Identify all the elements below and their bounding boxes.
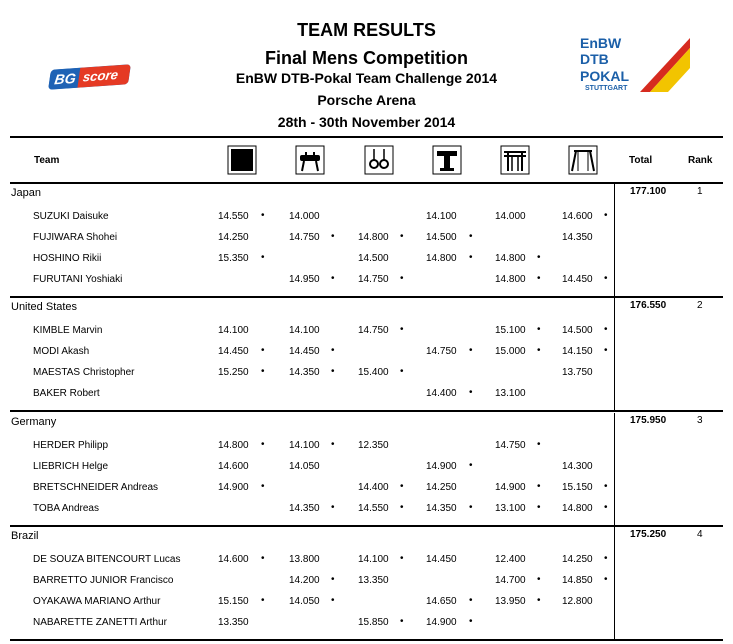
counting-score-marker: • <box>261 366 265 377</box>
apparatus-score: 14.350 <box>289 503 320 514</box>
athlete-name: TOBA Andreas <box>33 503 99 514</box>
counting-score-marker: • <box>469 616 473 627</box>
athlete-row <box>0 461 733 475</box>
counting-score-marker: • <box>537 345 541 356</box>
team-separator <box>10 296 723 298</box>
apparatus-score: 14.000 <box>495 211 526 222</box>
bgscore-logo-bg: BG <box>48 68 80 90</box>
apparatus-score: 14.750 <box>495 440 526 451</box>
apparatus-score: 14.450 <box>426 554 457 565</box>
apparatus-score: 14.750 <box>358 274 389 285</box>
apparatus-score: 14.100 <box>218 325 249 336</box>
counting-score-marker: • <box>261 252 265 263</box>
header-bottom-rule <box>10 182 723 184</box>
counting-score-marker: • <box>261 210 265 221</box>
counting-score-marker: • <box>537 502 541 513</box>
apparatus-score: 14.250 <box>562 554 593 565</box>
team-separator <box>10 639 723 641</box>
apparatus-score: 14.900 <box>426 617 457 628</box>
athlete-row <box>0 596 733 610</box>
athlete-row <box>0 388 733 402</box>
athlete-name: LIEBRICH Helge <box>33 461 109 472</box>
counting-score-marker: • <box>469 231 473 242</box>
apparatus-score: 14.800 <box>218 440 249 451</box>
athlete-name: MAESTAS Christopher <box>33 367 135 378</box>
counting-score-marker: • <box>331 502 335 513</box>
counting-score-marker: • <box>469 460 473 471</box>
counting-score-marker: • <box>537 481 541 492</box>
counting-score-marker: • <box>400 616 404 627</box>
bgscore-logo-score: score <box>77 64 130 87</box>
counting-score-marker: • <box>469 345 473 356</box>
apparatus-score: 14.600 <box>218 461 249 472</box>
apparatus-score: 14.150 <box>562 346 593 357</box>
counting-score-marker: • <box>604 273 608 284</box>
team-rank: 3 <box>697 415 703 426</box>
event-dates: 28th - 30th November 2014 <box>277 114 456 130</box>
apparatus-score: 15.250 <box>218 367 249 378</box>
column-header-total: Total <box>629 155 653 166</box>
counting-score-marker: • <box>400 553 404 564</box>
page-subtitle: Final Mens Competition <box>264 48 468 68</box>
counting-score-marker: • <box>400 324 404 335</box>
counting-score-marker: • <box>537 252 541 263</box>
apparatus-score: 14.500 <box>426 232 457 243</box>
counting-score-marker: • <box>400 502 404 513</box>
team-name: Germany <box>11 416 57 428</box>
counting-score-marker: • <box>604 553 608 564</box>
athlete-name: DE SOUZA BITENCOURT Lucas <box>33 554 181 565</box>
apparatus-score: 14.950 <box>289 274 320 285</box>
team-name: United States <box>11 301 78 313</box>
athlete-row <box>0 346 733 360</box>
athlete-row <box>0 232 733 246</box>
apparatus-score: 14.400 <box>426 388 457 399</box>
apparatus-score: 14.050 <box>289 596 320 607</box>
table-header <box>10 138 723 184</box>
counting-score-marker: • <box>537 439 541 450</box>
apparatus-score: 14.400 <box>358 482 389 493</box>
team-name: Brazil <box>11 530 39 542</box>
apparatus-score: 14.900 <box>495 482 526 493</box>
counting-score-marker: • <box>604 574 608 585</box>
apparatus-score: 12.800 <box>562 596 593 607</box>
apparatus-score: 14.450 <box>218 346 249 357</box>
athlete-name: MODI Akash <box>33 346 90 357</box>
team-total: 176.550 <box>630 300 667 311</box>
apparatus-score: 15.000 <box>495 346 526 357</box>
page-title: TEAM RESULTS <box>297 20 436 40</box>
apparatus-score: 15.100 <box>495 325 526 336</box>
counting-score-marker: • <box>261 595 265 606</box>
venue-name: Porsche Arena <box>317 92 416 108</box>
team-rank: 2 <box>697 300 703 311</box>
athlete-row <box>0 325 733 339</box>
floor-exercise-icon <box>227 145 257 175</box>
column-header-rank: Rank <box>688 155 713 166</box>
apparatus-score: 14.550 <box>358 503 389 514</box>
apparatus-score: 14.800 <box>358 232 389 243</box>
apparatus-score: 14.750 <box>289 232 320 243</box>
apparatus-score: 14.250 <box>218 232 249 243</box>
apparatus-score: 13.100 <box>495 388 526 399</box>
column-header-team: Team <box>34 155 60 166</box>
counting-score-marker: • <box>331 366 335 377</box>
counting-score-marker: • <box>604 210 608 221</box>
counting-score-marker: • <box>469 387 473 398</box>
apparatus-score: 14.750 <box>358 325 389 336</box>
team-total: 175.950 <box>630 415 667 426</box>
apparatus-score: 14.450 <box>289 346 320 357</box>
apparatus-score: 15.850 <box>358 617 389 628</box>
team-name: Japan <box>11 187 41 199</box>
apparatus-score: 14.350 <box>289 367 320 378</box>
apparatus-score: 14.250 <box>426 482 457 493</box>
counting-score-marker: • <box>331 574 335 585</box>
apparatus-score: 14.200 <box>289 575 320 586</box>
team-total: 177.100 <box>630 186 667 197</box>
athlete-name: HOSHINO Rikii <box>33 253 102 264</box>
team-rank: 4 <box>697 529 703 540</box>
apparatus-score: 14.100 <box>289 325 320 336</box>
counting-score-marker: • <box>604 345 608 356</box>
apparatus-score: 13.350 <box>218 617 249 628</box>
athlete-name: BAKER Robert <box>33 388 100 399</box>
athlete-name: SUZUKI Daisuke <box>33 211 109 222</box>
horizontal-bar-icon <box>568 145 598 175</box>
apparatus-score: 14.350 <box>426 503 457 514</box>
apparatus-score: 14.650 <box>426 596 457 607</box>
team-separator <box>10 525 723 527</box>
apparatus-score: 15.150 <box>562 482 593 493</box>
athlete-name: OYAKAWA MARIANO Arthur <box>33 596 161 607</box>
counting-score-marker: • <box>261 439 265 450</box>
apparatus-score: 14.300 <box>562 461 593 472</box>
apparatus-score: 14.500 <box>562 325 593 336</box>
dtb-logo-dtb: DTB <box>580 51 609 67</box>
athlete-row <box>0 367 733 381</box>
apparatus-score: 13.350 <box>358 575 389 586</box>
counting-score-marker: • <box>331 595 335 606</box>
apparatus-score: 14.800 <box>426 253 457 264</box>
counting-score-marker: • <box>537 574 541 585</box>
apparatus-score: 14.900 <box>218 482 249 493</box>
apparatus-score: 13.800 <box>289 554 320 565</box>
apparatus-score: 12.400 <box>495 554 526 565</box>
apparatus-score: 14.100 <box>289 440 320 451</box>
rings-icon <box>364 145 394 175</box>
apparatus-score: 14.350 <box>562 232 593 243</box>
team-separator <box>10 410 723 412</box>
athlete-row <box>0 440 733 454</box>
dtb-logo-enbw: EnBW <box>580 35 622 51</box>
apparatus-score: 14.800 <box>495 274 526 285</box>
counting-score-marker: • <box>261 345 265 356</box>
counting-score-marker: • <box>400 231 404 242</box>
apparatus-score: 14.900 <box>426 461 457 472</box>
athlete-name: NABARETTE ZANETTI Arthur <box>33 617 167 628</box>
counting-score-marker: • <box>604 481 608 492</box>
counting-score-marker: • <box>331 345 335 356</box>
athlete-name: KIMBLE Marvin <box>33 325 103 336</box>
counting-score-marker: • <box>331 231 335 242</box>
counting-score-marker: • <box>604 502 608 513</box>
counting-score-marker: • <box>331 273 335 284</box>
dtb-logo-stuttgart: STUTTGART <box>585 85 628 92</box>
athlete-name: FUJIWARA Shohei <box>33 232 118 243</box>
apparatus-score: 13.750 <box>562 367 593 378</box>
apparatus-score: 14.600 <box>218 554 249 565</box>
vault-icon <box>432 145 462 175</box>
counting-score-marker: • <box>400 481 404 492</box>
dtb-pokal-logo <box>580 34 692 94</box>
athlete-row <box>0 274 733 288</box>
apparatus-score: 14.500 <box>358 253 389 264</box>
counting-score-marker: • <box>469 252 473 263</box>
counting-score-marker: • <box>537 273 541 284</box>
athlete-row <box>0 617 733 631</box>
counting-score-marker: • <box>469 502 473 513</box>
dtb-logo-pokal: POKAL <box>580 68 629 84</box>
apparatus-score: 14.750 <box>426 346 457 357</box>
counting-score-marker: • <box>604 324 608 335</box>
apparatus-score: 14.100 <box>426 211 457 222</box>
apparatus-score: 12.350 <box>358 440 389 451</box>
apparatus-score: 13.950 <box>495 596 526 607</box>
counting-score-marker: • <box>400 273 404 284</box>
athlete-name: BARRETTO JUNIOR Francisco <box>33 575 174 586</box>
counting-score-marker: • <box>261 481 265 492</box>
apparatus-score: 13.100 <box>495 503 526 514</box>
apparatus-score: 14.850 <box>562 575 593 586</box>
team-rank: 1 <box>697 186 703 197</box>
apparatus-score: 14.450 <box>562 274 593 285</box>
apparatus-score: 15.400 <box>358 367 389 378</box>
apparatus-score: 14.700 <box>495 575 526 586</box>
athlete-name: FURUTANI Yoshiaki <box>33 274 123 285</box>
apparatus-score: 15.150 <box>218 596 249 607</box>
athlete-row <box>0 211 733 225</box>
parallel-bars-icon <box>500 145 530 175</box>
athlete-row <box>0 575 733 589</box>
counting-score-marker: • <box>400 366 404 377</box>
apparatus-score: 14.800 <box>495 253 526 264</box>
counting-score-marker: • <box>261 553 265 564</box>
athlete-row <box>0 503 733 517</box>
apparatus-score: 14.600 <box>562 211 593 222</box>
athlete-row <box>0 482 733 496</box>
apparatus-score: 14.000 <box>289 211 320 222</box>
apparatus-score: 14.100 <box>358 554 389 565</box>
event-name: EnBW DTB-Pokal Team Challenge 2014 <box>235 70 498 86</box>
athlete-row <box>0 253 733 267</box>
apparatus-score: 14.800 <box>562 503 593 514</box>
athlete-name: BRETSCHNEIDER Andreas <box>33 482 159 493</box>
apparatus-score: 14.050 <box>289 461 320 472</box>
counting-score-marker: • <box>537 324 541 335</box>
apparatus-score: 14.550 <box>218 211 249 222</box>
team-total: 175.250 <box>630 529 667 540</box>
counting-score-marker: • <box>469 595 473 606</box>
dtb-flag-swoosh-icon <box>632 34 692 94</box>
counting-score-marker: • <box>537 595 541 606</box>
counting-score-marker: • <box>331 439 335 450</box>
athlete-name: HERDER Philipp <box>33 440 109 451</box>
athlete-row <box>0 554 733 568</box>
pommel-horse-icon <box>295 145 325 175</box>
apparatus-score: 15.350 <box>218 253 249 264</box>
